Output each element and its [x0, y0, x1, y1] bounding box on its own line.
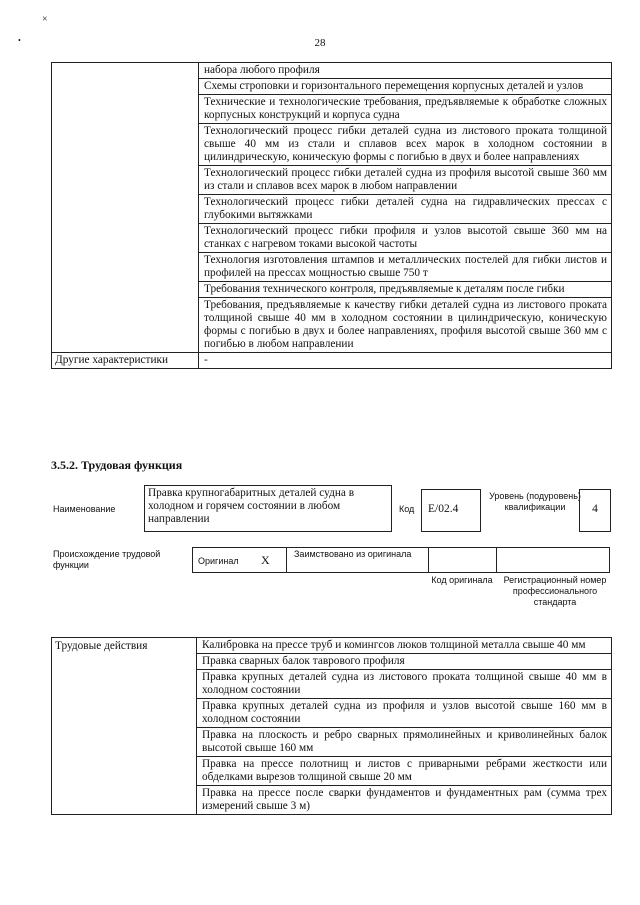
- table-row: [52, 638, 612, 654]
- table-cell: Схемы строповки и горизонтального перемещения корпусных деталей и узлов: [199, 79, 612, 95]
- table-cell: Технологический процесс гибки деталей судна из профиля высотой свыше 360 мм из стали и сплавов всех марок в любом направлении: [199, 166, 612, 195]
- labor-actions-table: [51, 637, 612, 815]
- row-label-empty: [52, 63, 199, 353]
- table-row: [52, 353, 612, 369]
- table-cell: Требования технического контроля, предъявляемые к деталям после гибки: [199, 282, 612, 298]
- table-cell: набора любого профиля: [199, 63, 612, 79]
- margin-mark-top: ×: [42, 14, 48, 25]
- table-cell: Правка на плоскость и ребро сварных прямолинейных и криволинейных балок высотой свыше 160 мм: [197, 728, 612, 757]
- page-number: 28: [314, 37, 326, 49]
- table-cell: Технологический процесс гибки деталей судна из листового проката толщиной свыше 40 мм из стали и сплавов всех марок в холодном состоянии в цилиндрическую, коническую формы с погибью в двух и более направлениях: [199, 124, 612, 166]
- table-cell: Правка крупных деталей судна из листового проката толщиной свыше 40 мм в холодном состоянии: [197, 670, 612, 699]
- knowledge-table: [51, 62, 612, 369]
- origin-divider: [286, 547, 287, 573]
- table-cell: Правка крупных деталей судна из профиля и узлов высотой свыше 160 мм в холодном состоянии: [197, 699, 612, 728]
- function-name: Правка крупногабаритных деталей судна в холодном и горячем состоянии в любом направлении: [148, 487, 355, 525]
- reg-number-caption: Регистрационный номер профессионального стандарта: [503, 575, 607, 607]
- other-characteristics-label: Другие характеристики: [52, 353, 199, 369]
- original-mark: X: [261, 553, 270, 567]
- table-cell: Технологический процесс гибки деталей судна на гидравлических прессах с глубокими вытяжками: [199, 195, 612, 224]
- other-characteristics-value: -: [199, 353, 612, 369]
- code-value: E/02.4: [428, 503, 459, 515]
- name-label: Наименование: [53, 504, 116, 514]
- level-label: Уровень (подуровень) квалификации: [489, 491, 581, 512]
- original-label: Оригинал: [198, 556, 239, 566]
- level-value: 4: [592, 503, 598, 515]
- table-cell: Правка на прессе полотнищ и листов с приварными ребрами жесткости или обделками вырезов толщиной свыше 20 мм: [197, 757, 612, 786]
- table-cell: Правка сварных балок таврового профиля: [197, 654, 612, 670]
- origin-label: Происхождение трудовой функции: [53, 549, 161, 570]
- code-original-caption: Код оригинала: [431, 575, 493, 585]
- labor-actions-label: Трудовые действия: [52, 638, 197, 815]
- margin-mark-left: •: [18, 36, 21, 45]
- table-row: [52, 63, 612, 79]
- origin-divider: [496, 547, 497, 573]
- table-cell: Калибровка на прессе труб и комингсов люков толщиной металла свыше 40 мм: [197, 638, 612, 654]
- table-cell: Требования, предъявляемые к качеству гибки деталей судна из листового проката толщиной свыше 40 мм в холодном состоянии в цилиндрическую, коническую формы с погибью в двух и более направлениях, профиля высотой свыше 360 мм с погибью в любом направлении: [199, 298, 612, 353]
- table-cell: Технические и технологические требования, предъявляемые к обработке сложных корпусных конструкций и корпуса судна: [199, 95, 612, 124]
- table-cell: Технология изготовления штампов и металлических постелей для гибки листов и профилей на прессах мощностью свыше 750 т: [199, 253, 612, 282]
- table-cell: Технологический процесс гибки профиля и узлов высотой свыше 360 мм на станках с нагревом токами высокой частоты: [199, 224, 612, 253]
- table-cell: Правка на прессе после сварки фундаментов и фундаментных рам (сумма трех измерений свыше 3 м): [197, 786, 612, 815]
- code-label: Код: [399, 504, 415, 514]
- section-heading: 3.5.2. Трудовая функция: [51, 458, 183, 472]
- origin-divider: [428, 547, 429, 573]
- borrowed-label: Заимствовано из оригинала: [294, 549, 412, 559]
